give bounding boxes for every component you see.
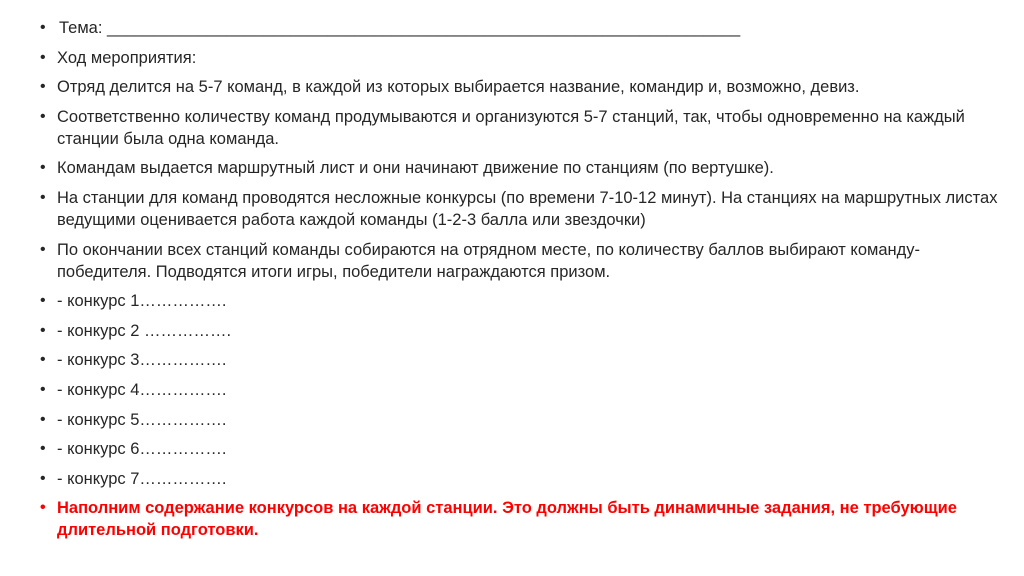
contest-2-text: - конкурс 2 ……………. — [57, 321, 232, 340]
bullet-icon: • — [40, 240, 46, 258]
bullet-icon: • — [40, 321, 46, 339]
bullet-icon: • — [40, 188, 46, 206]
bullet-icon: • — [40, 19, 46, 36]
bullet-icon: • — [40, 351, 46, 369]
contest-5-text: - конкурс 5……………. — [57, 410, 227, 429]
list-item-contest-4 — [40, 379, 1000, 401]
contest-1-text: - конкурс 1……………. — [57, 292, 227, 311]
list-item-contest-1 — [40, 290, 1000, 312]
list-item-teams — [40, 76, 1000, 98]
teams-text: Отряд делится на 5-7 команд, в каждой из которых выбирается название, командир и, возможно, девиз. — [57, 78, 860, 97]
list-item-contest-5 — [40, 409, 1000, 431]
contest-3-text: - конкурс 3……………. — [57, 351, 227, 370]
bullet-icon: • — [40, 292, 46, 310]
list-item-topic — [40, 17, 1000, 39]
list-item-stations — [40, 106, 1000, 150]
list-item-contest-6 — [40, 438, 1000, 460]
stations-text: Соответственно количеству команд продумываются и организуются 5-7 станций, так, чтобы одновременно на каждый станции была одна команда. — [57, 107, 965, 148]
event-course-text: Ход мероприятия: — [57, 48, 197, 67]
bullet-icon: • — [40, 107, 46, 125]
bullet-icon: • — [40, 440, 46, 458]
list-item-event-course — [40, 47, 1000, 69]
bullet-icon: • — [40, 410, 46, 428]
route-sheet-text: Командам выдается маршрутный лист и они начинают движение по станциям (по вертушке). — [57, 159, 774, 178]
highlight-text: Наполним содержание конкурсов на каждой станции. Это должны быть динамичные задания, не требующие длительной подготовки. — [57, 499, 957, 540]
contest-4-text: - конкурс 4……………. — [57, 380, 227, 399]
list-item-results — [40, 239, 1000, 283]
bullet-icon: • — [40, 159, 46, 177]
bullet-icon: • — [40, 380, 46, 398]
list-item-contests — [40, 187, 1000, 231]
list-item-route-sheet — [40, 157, 1000, 179]
topic-text: Тема: _____________________________________________________________________ — [59, 19, 741, 37]
contests-text: На станции для команд проводятся несложные конкурсы (по времени 7-10-12 минут). На станциях на маршрутных листах ведущими оценивается работа каждой команды (1-2-3 балла или звездочки) — [57, 188, 998, 229]
contest-7-text: - конкурс 7……………. — [57, 469, 227, 488]
bullet-icon: • — [40, 499, 46, 517]
list-item-contest-2 — [40, 320, 1000, 342]
bullet-icon: • — [40, 469, 46, 487]
bullet-icon: • — [40, 48, 46, 66]
list-item-contest-7 — [40, 468, 1000, 490]
bullet-list — [40, 17, 1000, 549]
bullet-icon: • — [40, 78, 46, 96]
list-item-contest-3 — [40, 349, 1000, 371]
contest-6-text: - конкурс 6……………. — [57, 440, 227, 459]
list-item-highlight — [40, 497, 1000, 541]
results-text: По окончании всех станций команды собираются на отрядном месте, по количеству баллов выбирают команду-победителя. Подводятся итоги игры, победители награждаются призом. — [57, 240, 920, 281]
